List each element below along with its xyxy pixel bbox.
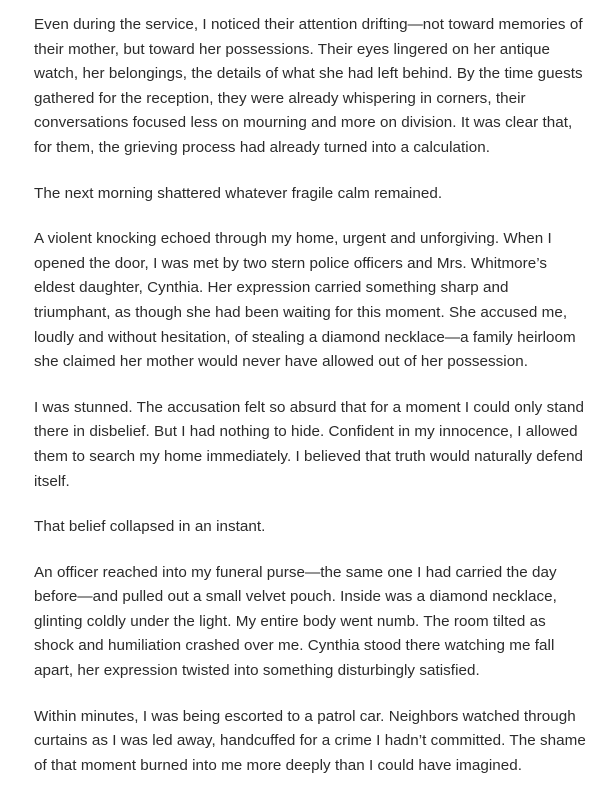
paragraph-knocking: A violent knocking echoed through my home, urgent and unforgiving. When I opened the door, I was met by two stern police officers and Mrs. Whitmore’s eldest daughter, Cynthia. Her expression carried something sharp and triumphant, as though she had been waiting for this moment. She accused me, loudly and without hesitation, of stealing a diamond necklace—a family heirloom she claimed her mother would never have allowed out of her possession. [34,230,576,371]
paragraph-officer-purse: An officer reached into my funeral purse—the same one I had carried the day before—and pulled out a small velvet pouch. Inside was a diamond necklace, glinting coldly under the light. My entire body went numb. The room tilted as shock and humiliation crashed over me. Cynthia stood there watching me fall apart, her expression twisted into something disturbingly satisfied. [34,563,557,680]
paragraph-stunned: I was stunned. The accusation felt so absurd that for a moment I could only stand there in disbelief. But I had nothing to hide. Confident in my innocence, I allowed them to search my home immediately. I believed that truth would naturally defend itself. [34,398,584,490]
paragraph-service: Even during the service, I noticed their attention drifting—not toward memories of their mother, but toward her possessions. Their eyes lingered on her antique watch, her belongings, the details of what she had left behind. By the time guests gathered for the reception, they were already whispering in corners, their conversations focused less on mourning and more on division. It was clear that, for them, the grieving process had already turned into a calculation. [34,16,583,156]
paragraph-next-morning: The next morning shattered whatever fragile calm remained. [34,184,443,202]
paragraph-belief-collapsed: That belief collapsed in an instant. [34,518,266,536]
paragraph-escorted: Within minutes, I was being escorted to a patrol car. Neighbors watched through curtains as I was led away, handcuffed for a crime I hadn’t committed. The shame of that moment burned into me more deeply than I could have imagined. [34,707,586,774]
